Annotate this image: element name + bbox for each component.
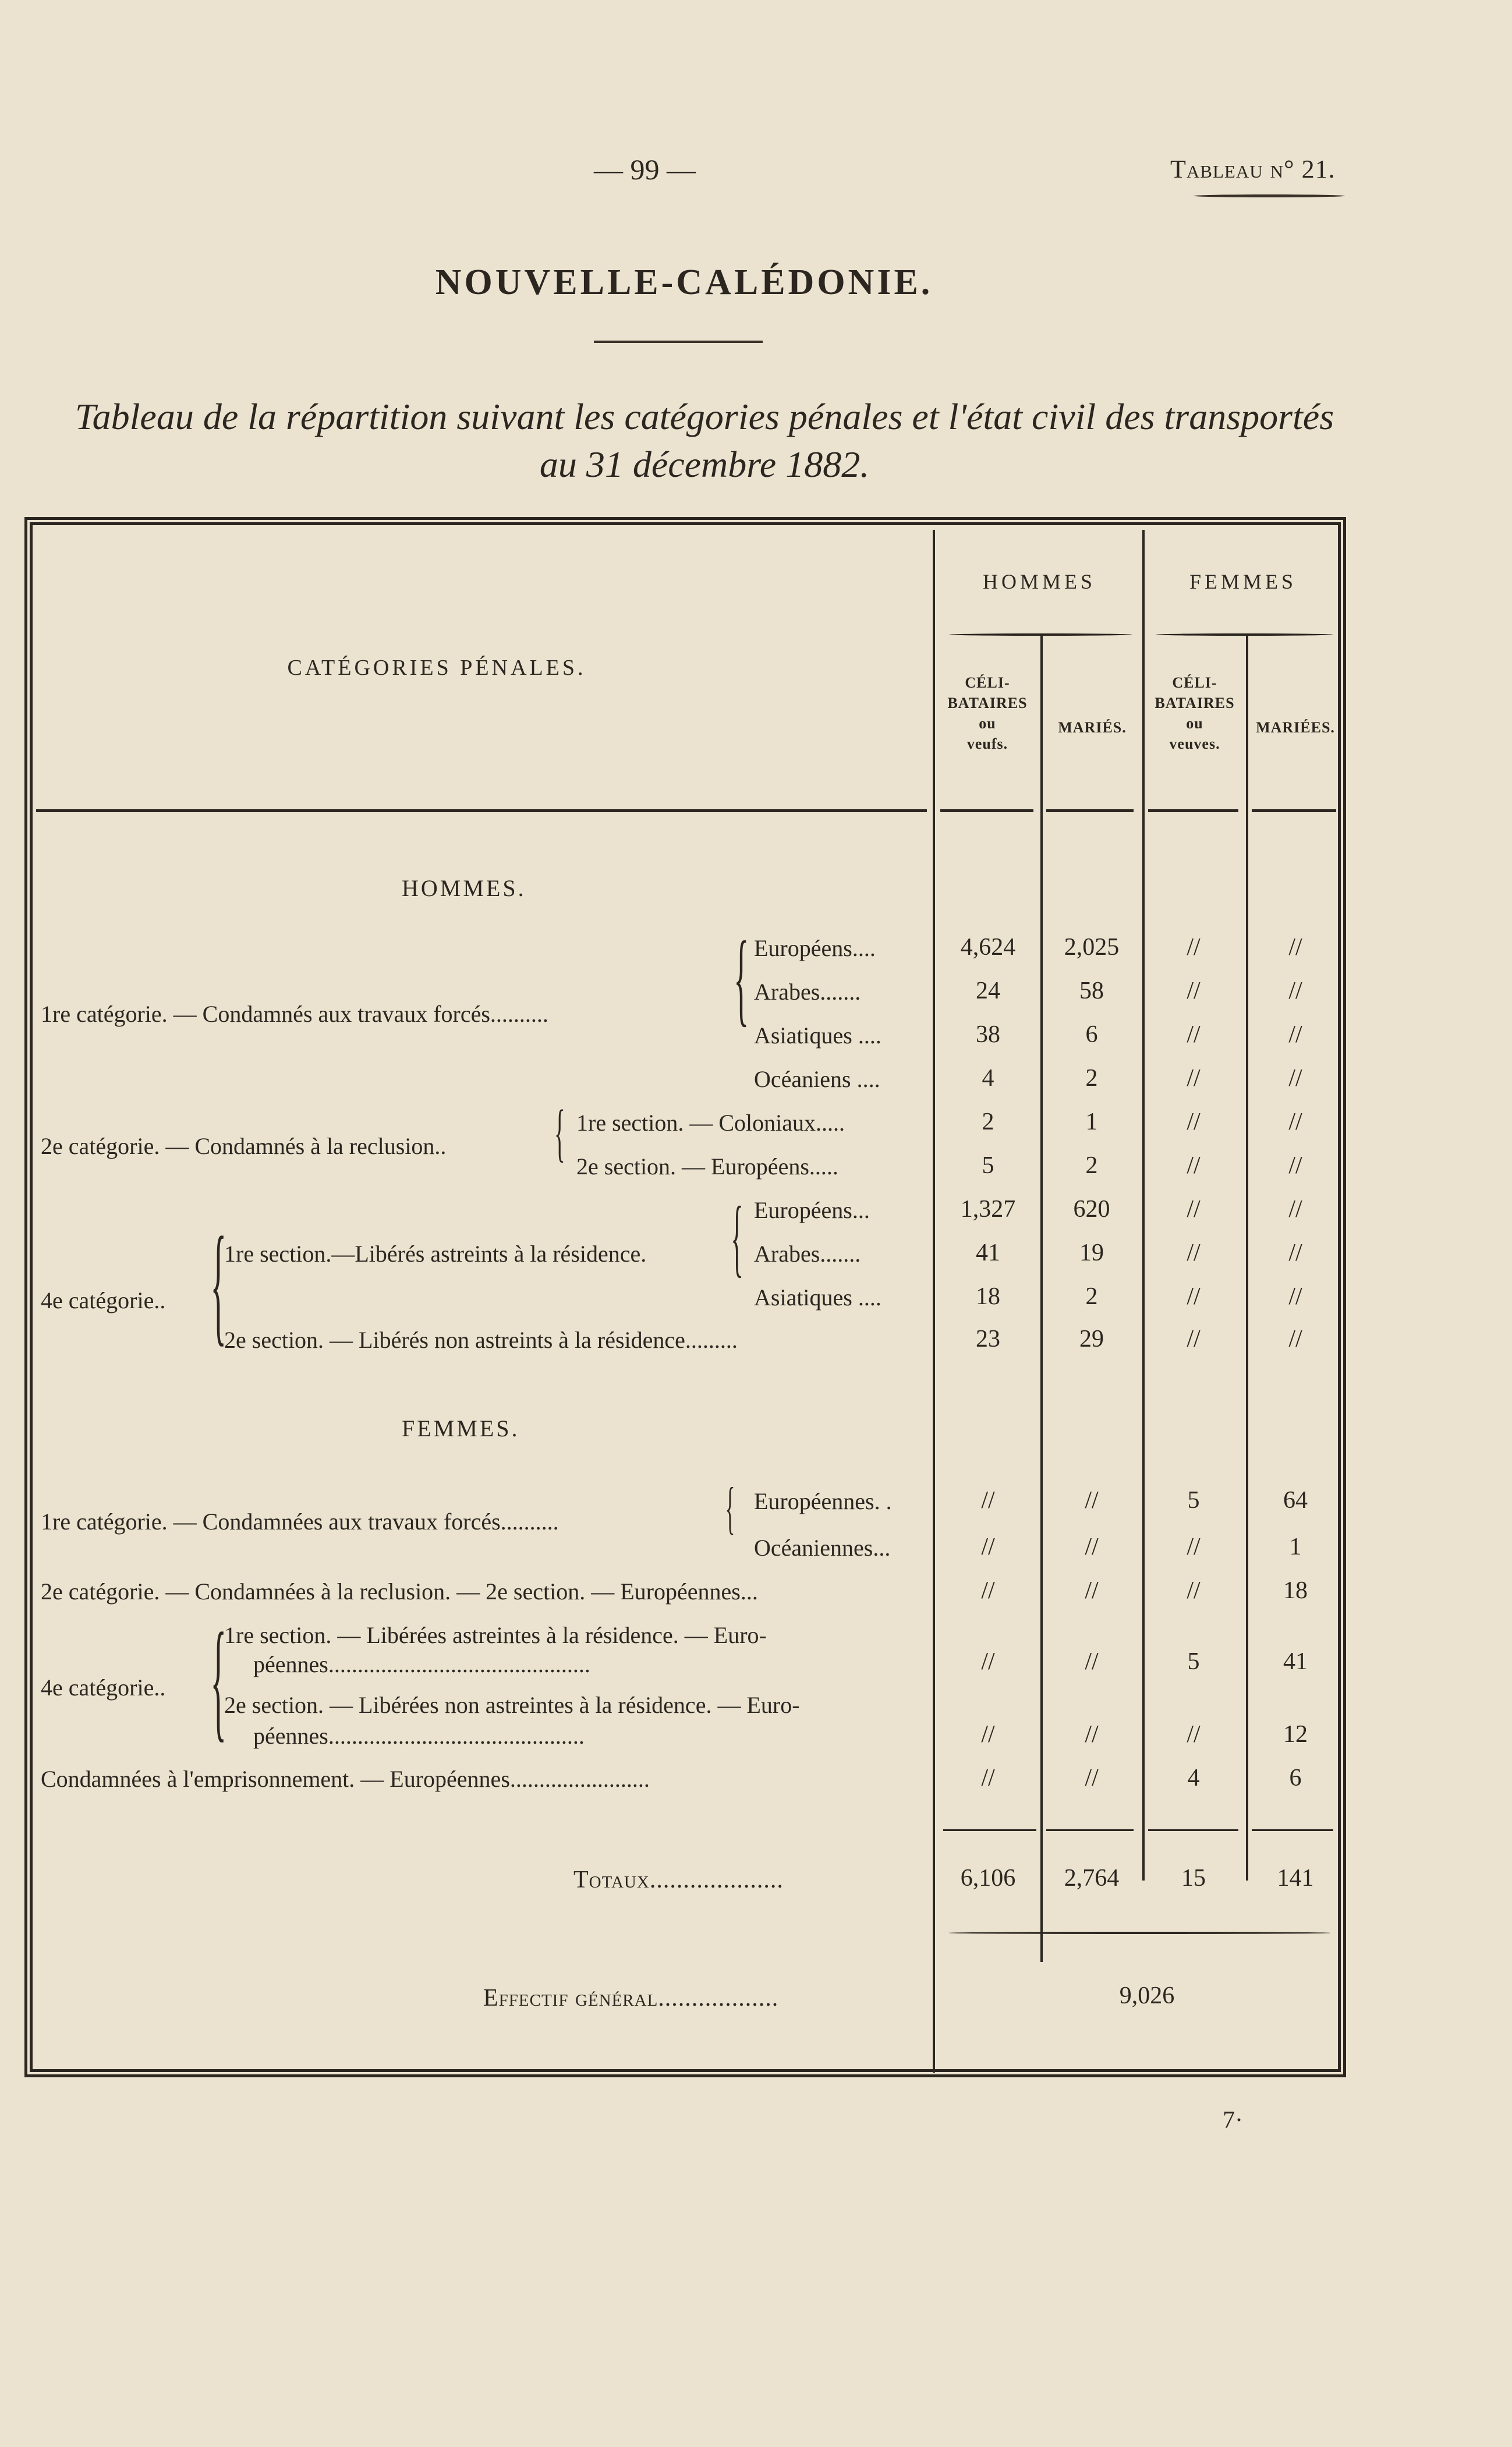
brace: { — [210, 1209, 227, 1358]
decorative-rule — [1194, 194, 1345, 197]
table-cell: 38 — [976, 1021, 1000, 1048]
table-cell: 29 — [1079, 1326, 1104, 1352]
table-cell: // — [1288, 1152, 1302, 1179]
table-cell: // — [1187, 1065, 1201, 1092]
row-group-label: 4e catégorie.. — [41, 1674, 166, 1701]
table-cell: // — [981, 1577, 995, 1604]
table-cell: // — [1187, 1283, 1201, 1310]
row-label: 1re section. — Libérées astreintes à la résidence. — Euro- — [224, 1622, 767, 1648]
hommes-group-header: HOMMES — [982, 570, 1096, 593]
table-cell: // — [1085, 1648, 1099, 1675]
row-label: Européens... — [754, 1197, 870, 1223]
table-cell: 2 — [1085, 1065, 1098, 1092]
row-label: Européens.... — [754, 935, 876, 961]
table-cell: 4 — [982, 1065, 994, 1092]
table-cell: // — [1187, 1721, 1201, 1748]
row-group-label: 4e catégorie.. — [41, 1287, 166, 1313]
table-cell: 6 — [1085, 1021, 1098, 1048]
table-cell: // — [1288, 1283, 1302, 1310]
table-cell: 6 — [1289, 1765, 1302, 1791]
header-maries: MARIÉS. — [1058, 719, 1127, 736]
table-cell: // — [981, 1721, 995, 1748]
table-cell: // — [1187, 978, 1201, 1004]
table-cell: // — [1187, 1577, 1201, 1604]
table-cell: // — [1288, 1326, 1302, 1352]
row-label-continued: péennes............................................ — [253, 1723, 585, 1749]
brace: { — [210, 1605, 227, 1754]
table-cell: // — [1187, 1152, 1201, 1179]
group-brace — [1156, 633, 1333, 636]
table-cell: 41 — [976, 1240, 1000, 1266]
table-cell: 2 — [982, 1109, 994, 1135]
table-cell: // — [1288, 1021, 1302, 1048]
table-cell: // — [1187, 1021, 1201, 1048]
col-divider — [933, 530, 935, 2073]
header-celibataires-femmes: CÉLI- BATAIRES ou veuves. — [1155, 674, 1235, 753]
table-cell: // — [1187, 1534, 1201, 1560]
row-label: 1re section. — Coloniaux..... — [576, 1110, 845, 1136]
row-label: 2e section. — Libérés non astreints à la résidence......... — [224, 1327, 738, 1353]
row-label: Arabes....... — [754, 1241, 861, 1267]
row-label: Arabes....... — [754, 979, 861, 1005]
table-cell: 64 — [1283, 1487, 1308, 1514]
header-rule — [1252, 809, 1336, 812]
table-cell: 4,624 — [960, 934, 1016, 961]
table-cell: 1,327 — [960, 1196, 1016, 1223]
total-rule — [1046, 1829, 1134, 1831]
totaux-label: Totaux.................... — [573, 1867, 784, 1893]
table-cell: 620 — [1073, 1196, 1110, 1223]
table-cell: 5 — [982, 1152, 994, 1179]
table-cell: // — [981, 1534, 995, 1560]
total-maries: 2,764 — [1064, 1865, 1120, 1892]
brace: { — [731, 1189, 743, 1286]
row-group-label: 2e catégorie. — Condamnés à la reclusion.. — [41, 1133, 447, 1159]
table-cell: // — [1187, 934, 1201, 961]
table-cell: 5 — [1187, 1487, 1200, 1514]
table-cell: 4 — [1187, 1765, 1200, 1791]
table-cell: 1 — [1085, 1109, 1098, 1135]
table-cell: // — [1187, 1240, 1201, 1266]
group-brace — [949, 633, 1132, 636]
table-cell: // — [1187, 1196, 1201, 1223]
effectif-general-label: Effectif général.................. — [483, 1985, 779, 2012]
title-rule — [594, 341, 763, 343]
table-cell: // — [981, 1648, 995, 1675]
table-cell: // — [1085, 1534, 1099, 1560]
table-cell: 41 — [1283, 1648, 1308, 1675]
table-cell: // — [1288, 1240, 1302, 1266]
total-rule — [943, 1829, 1036, 1831]
subtitle-line-1: Tableau de la répartition suivant les catégories pénales et l'état civil des transportés — [75, 396, 1334, 437]
effectif-rule — [949, 1932, 1330, 1934]
table-cell: // — [1085, 1487, 1099, 1514]
brace: { — [725, 1475, 735, 1540]
row-label: 2e catégorie. — Condamnées à la reclusion. — 2e section. — Européennes... — [41, 1578, 758, 1605]
header-rule — [1148, 809, 1238, 812]
brace: { — [734, 920, 749, 1036]
table-reference: Tableau n° 21. — [1170, 155, 1336, 183]
table-cell: // — [1288, 934, 1302, 961]
row-label: Européennes. . — [754, 1488, 892, 1514]
table-cell: 2,025 — [1064, 934, 1120, 961]
total-rule — [1252, 1829, 1333, 1831]
table-cell: // — [1288, 1196, 1302, 1223]
table-cell: // — [1085, 1577, 1099, 1604]
subtitle-line-2: au 31 décembre 1882. — [539, 444, 870, 485]
row-label-continued: péennes............................................. — [253, 1651, 590, 1677]
table-cell: // — [1288, 1109, 1302, 1135]
row-label: Asiatiques .... — [754, 1022, 881, 1049]
row-label: Condamnées à l'emprisonnement. — Européennes........................ — [41, 1766, 650, 1792]
table-cell: 2 — [1085, 1283, 1098, 1310]
total-rule — [1148, 1829, 1238, 1831]
table-cell: // — [1288, 1065, 1302, 1092]
table-cell: 19 — [1079, 1240, 1104, 1266]
row-label: Asiatiques .... — [754, 1284, 881, 1311]
table-cell: 58 — [1079, 978, 1104, 1004]
header-rule — [1046, 809, 1134, 812]
table-cell: 12 — [1283, 1721, 1308, 1748]
table-cell: 2 — [1085, 1152, 1098, 1179]
table-cell: 18 — [976, 1283, 1000, 1310]
brace: { — [554, 1097, 565, 1168]
table-cell: 24 — [976, 978, 1000, 1004]
table-cell: // — [1187, 1326, 1201, 1352]
section-hommes: HOMMES. — [402, 875, 526, 901]
table-cell: 1 — [1289, 1534, 1302, 1560]
effectif-general-value: 9,026 — [1119, 1982, 1175, 2009]
table-cell: // — [1085, 1765, 1099, 1791]
page-title: NOUVELLE-CALÉDONIE. — [435, 263, 933, 302]
page-number: — 99 — — [594, 153, 696, 186]
row-group-label: 1re catégorie. — Condamnés aux travaux forcés.......... — [41, 1001, 548, 1027]
row-label: 2e section. — Libérées non astreintes à la résidence. — Euro- — [224, 1692, 800, 1718]
table-cell: // — [981, 1765, 995, 1791]
row-group-label: 1re catégorie. — Condamnées aux travaux forcés.......... — [41, 1508, 559, 1535]
table-cell: // — [1288, 978, 1302, 1004]
row-label: Océaniens .... — [754, 1066, 880, 1092]
total-celib-hommes: 6,106 — [960, 1865, 1016, 1892]
section-femmes: FEMMES. — [402, 1415, 520, 1442]
table-cell: // — [981, 1487, 995, 1514]
categories-header: CATÉGORIES PÉNALES. — [287, 656, 586, 680]
header-rule — [940, 809, 1033, 812]
header-rule — [36, 809, 927, 812]
table-cell: // — [1085, 1721, 1099, 1748]
header-celibataires-hommes: CÉLI- BATAIRES ou veufs. — [947, 674, 1028, 753]
table-cell: 18 — [1283, 1577, 1308, 1604]
table-cell: 23 — [976, 1326, 1000, 1352]
table-cell: 5 — [1187, 1648, 1200, 1675]
row-label: Océaniennes... — [754, 1535, 891, 1561]
femmes-group-header: FEMMES — [1189, 570, 1297, 593]
row-label: 2e section. — Européens..... — [576, 1153, 838, 1180]
total-celib-femmes: 15 — [1181, 1865, 1206, 1892]
total-mariees: 141 — [1277, 1865, 1314, 1892]
row-subgroup-label: 1re section.—Libérés astreints à la résidence. — [224, 1241, 647, 1267]
table-cell: // — [1187, 1109, 1201, 1135]
footer-page-number: 7· — [1223, 2107, 1243, 2134]
header-mariees: MARIÉES. — [1256, 719, 1335, 736]
